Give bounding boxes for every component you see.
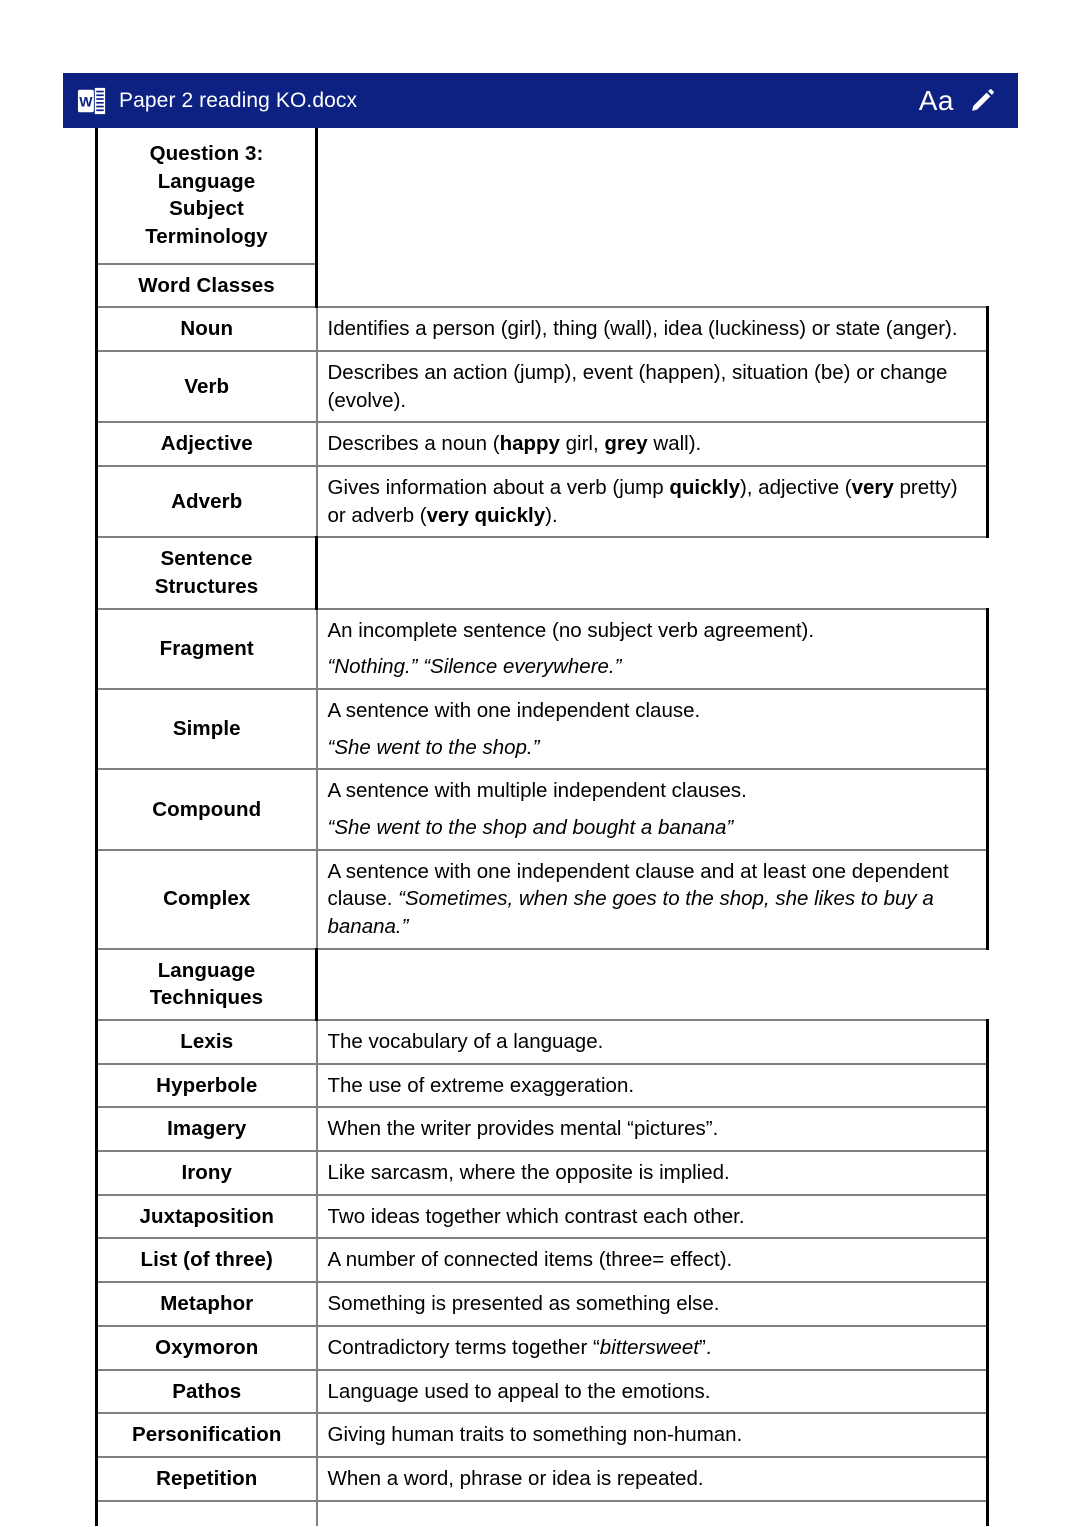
term-compound: Compound [97,769,317,849]
adverb-text-end: ). [545,503,558,527]
term-noun: Noun [97,307,317,351]
document-page [95,128,986,1526]
table-row [97,609,988,689]
adjective-text-end: wall). [647,432,702,456]
term-juxtaposition: Juxtaposition [97,1195,317,1239]
table-row-section-sentence-structures [97,537,988,608]
definition-metaphor: Something is presented as something else. [317,1282,988,1326]
title-line-2: Language [157,169,256,193]
table-row [97,307,988,351]
font-size-icon[interactable]: Aa [918,84,954,116]
definition-complex [317,850,988,949]
definition-personification: Giving human traits to something non-human. [317,1413,988,1457]
term-simple: Simple [97,689,317,769]
oxymoron-text-end: ”. [698,1335,712,1359]
pencil-icon[interactable] [968,87,996,115]
term-fragment: Fragment [97,609,317,689]
fragment-definition-text: An incomplete sentence (no subject verb agreement). [327,618,815,642]
table-row [97,351,988,422]
table-cell-clipped-term [97,1501,317,1526]
section-heading-language-techniques [97,949,317,1020]
table-cell-clipped-definition [317,1501,988,1526]
definition-noun: Identifies a person (girl), thing (wall), idea (luckiness) or state (anger). [317,307,988,351]
adjective-bold-happy: happy [499,432,560,456]
definition-pathos: Language used to appeal to the emotions. [317,1370,988,1414]
definition-fragment [317,609,988,689]
word-document-icon [77,86,107,116]
adverb-text-a: Gives information about a verb (jump [327,476,670,500]
term-oxymoron: Oxymoron [97,1326,317,1370]
term-verb: Verb [97,351,317,422]
table-row [97,1064,988,1108]
table-row-section-word-classes [97,264,988,308]
language-techniques-line-1: Language [157,958,256,982]
term-list-of-three: List (of three) [97,1238,317,1282]
table-row [97,689,988,769]
oxymoron-italic-bittersweet: bittersweet [599,1335,699,1359]
compound-definition-text: A sentence with multiple independent clauses. [327,779,747,803]
table-row [97,1326,988,1370]
adverb-text-mid1: ), adjective ( [739,476,852,500]
term-hyperbole: Hyperbole [97,1064,317,1108]
adjective-text-a: Describes a noun ( [327,432,500,456]
table-row [97,1238,988,1282]
term-lexis: Lexis [97,1020,317,1064]
term-repetition: Repetition [97,1457,317,1501]
adverb-bold-very: very [851,476,894,500]
app-bar-right-group [918,84,996,116]
definition-simple [317,689,988,769]
definition-hyperbole: The use of extreme exaggeration. [317,1064,988,1108]
table-row [97,422,988,466]
terminology-table [95,128,989,1526]
table-row [97,769,988,849]
oxymoron-text-a: Contradictory terms together “ [327,1335,600,1359]
adjective-bold-grey: grey [604,432,648,456]
term-irony: Irony [97,1151,317,1195]
adverb-bold-very-quickly: very quickly [426,503,546,527]
term-complex: Complex [97,850,317,949]
language-techniques-line-2: Techniques [149,986,264,1010]
term-metaphor: Metaphor [97,1282,317,1326]
simple-definition-text: A sentence with one independent clause. [327,699,701,723]
term-pathos: Pathos [97,1370,317,1414]
table-row [97,1195,988,1239]
table-row [97,1020,988,1064]
title-line-4: Terminology [145,225,268,249]
definition-oxymoron [317,1326,988,1370]
compound-example: “She went to the shop and bought a banana” [327,816,734,840]
complex-example: “Sometimes, when she goes to the shop, she likes to buy a banana.” [327,887,934,939]
table-row-clipped [97,1501,988,1526]
table-cell-title-blank [317,128,988,264]
section-heading-sentence-structures [97,537,317,608]
adverb-text-mid2: pretty) or adverb ( [327,476,958,527]
document-title: Paper 2 reading KO.docx [119,88,358,112]
table-row-title [97,128,988,264]
svg-text:W: W [79,93,93,110]
table-row [97,1107,988,1151]
simple-example: “She went to the shop.” [327,735,540,759]
sentence-structures-line-2: Structures [154,575,259,599]
table-row [97,1457,988,1501]
definition-repetition: When a word, phrase or idea is repeated. [317,1457,988,1501]
app-bar-left-group [77,86,919,116]
definition-adverb [317,466,988,537]
table-row-section-language-techniques [97,949,988,1020]
table-row [97,1282,988,1326]
table-row [97,1413,988,1457]
term-personification: Personification [97,1413,317,1457]
table-cell-blank-word-classes [317,264,988,308]
table-row [97,466,988,537]
definition-lexis: The vocabulary of a language. [317,1020,988,1064]
section-heading-word-classes: Word Classes [97,264,317,308]
term-adjective: Adjective [97,422,317,466]
term-imagery: Imagery [97,1107,317,1151]
table-row [97,1370,988,1414]
table-cell-blank-sentence-structures [317,537,988,608]
title-line-3: Subject [169,197,244,221]
definition-verb: Describes an action (jump), event (happen), situation (be) or change (evolve). [317,351,988,422]
definition-adjective [317,422,988,466]
definition-irony: Like sarcasm, where the opposite is implied. [317,1151,988,1195]
table-row [97,1151,988,1195]
complex-definition-text: A sentence with one independent clause and at least one dependent clause. [327,859,949,911]
adjective-text-mid: girl, [559,432,605,456]
table-row [97,850,988,949]
table-cell-blank-language-techniques [317,949,988,1020]
term-adverb: Adverb [97,466,317,537]
adverb-bold-quickly: quickly [669,476,740,500]
definition-juxtaposition: Two ideas together which contrast each other. [317,1195,988,1239]
definition-imagery: When the writer provides mental “pictures”. [317,1107,988,1151]
fragment-example: “Nothing.” “Silence everywhere.” [327,655,622,679]
sentence-structures-line-1: Sentence [160,547,253,571]
definition-list-of-three: A number of connected items (three= effect). [317,1238,988,1282]
definition-compound [317,769,988,849]
table-cell-title [97,128,317,264]
title-line-1: Question 3: [149,142,264,165]
document-app-bar [63,73,1018,128]
